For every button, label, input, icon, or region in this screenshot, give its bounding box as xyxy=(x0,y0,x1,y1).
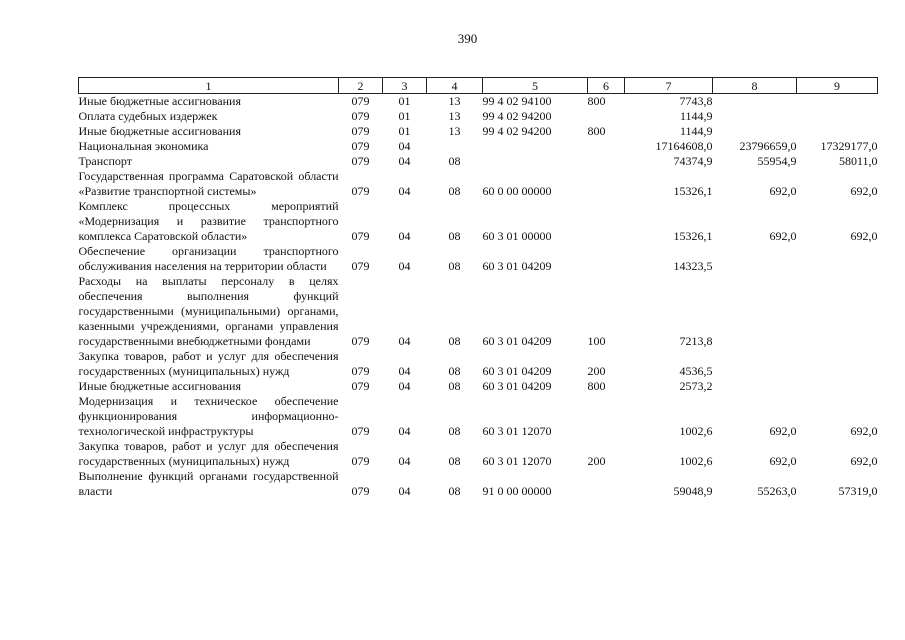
admin-code-cell: 079 xyxy=(351,454,370,468)
admin-code-cell: 079 xyxy=(351,364,370,378)
amount-cell: 55954,9 xyxy=(757,154,797,168)
target-article-cell: 60 3 01 04209 xyxy=(482,259,552,273)
amount-cell xyxy=(797,94,878,110)
expense-type-cell: 800 xyxy=(587,94,606,108)
section-cell: 04 xyxy=(398,229,411,243)
amount-cell: 17164608,0 xyxy=(655,139,713,153)
amount-cell xyxy=(713,109,797,124)
target-article-cell xyxy=(483,139,588,154)
expense-type-cell xyxy=(588,169,625,199)
column-header: 2 xyxy=(339,78,383,94)
target-article-cell: 60 3 01 04209 xyxy=(482,379,552,393)
target-article-cell: 91 0 00 00000 xyxy=(482,484,552,498)
amount-cell: 1002,6 xyxy=(679,454,713,468)
expense-type-cell xyxy=(588,139,625,154)
amount-cell: 692,0 xyxy=(850,424,878,438)
target-article-cell: 60 3 01 12070 xyxy=(482,424,552,438)
admin-code-cell: 079 xyxy=(351,334,370,348)
amount-cell: 15326,1 xyxy=(673,184,713,198)
subsection-cell: 13 xyxy=(448,94,461,108)
admin-code-cell: 079 xyxy=(351,139,370,153)
table-row xyxy=(79,94,878,110)
table-row xyxy=(79,154,878,169)
subsection-cell: 08 xyxy=(448,424,461,438)
row-name-cell: Оплата судебных издержек xyxy=(78,109,218,123)
column-header: 5 xyxy=(483,78,588,94)
row-name-cell: Иные бюджетные ассигнования xyxy=(78,379,241,393)
expense-type-cell: 800 xyxy=(587,124,606,138)
amount-cell: 17329177,0 xyxy=(820,139,878,153)
admin-code-cell: 079 xyxy=(351,484,370,498)
target-article-cell xyxy=(483,154,588,169)
section-cell: 04 xyxy=(398,259,411,273)
row-name-cell: Расходы на выплаты персоналу в целях обеспечения выполнения функций государственными (муниципальными) органами, казенными учреждениями, органами управления государственными внебюджетными фондами xyxy=(78,274,339,348)
target-article-cell: 60 3 01 12070 xyxy=(482,454,552,468)
table-row xyxy=(79,124,878,139)
amount-cell xyxy=(797,349,878,379)
table-row xyxy=(79,139,878,154)
row-name-cell: Выполнение функций органами государственной власти xyxy=(78,469,339,498)
table-row xyxy=(79,244,878,274)
section-cell: 04 xyxy=(398,154,411,168)
amount-cell xyxy=(797,109,878,124)
table-row xyxy=(79,169,878,199)
amount-cell: 692,0 xyxy=(769,229,797,243)
amount-cell xyxy=(713,379,797,394)
amount-cell xyxy=(797,274,878,349)
admin-code-cell: 079 xyxy=(351,124,370,138)
amount-cell: 74374,9 xyxy=(673,154,713,168)
amount-cell: 692,0 xyxy=(769,184,797,198)
section-cell: 01 xyxy=(398,94,411,108)
amount-cell: 692,0 xyxy=(769,454,797,468)
section-cell: 04 xyxy=(398,379,411,393)
subsection-cell: 08 xyxy=(448,454,461,468)
amount-cell: 692,0 xyxy=(850,229,878,243)
amount-cell xyxy=(797,244,878,274)
subsection-cell: 13 xyxy=(448,109,461,123)
amount-cell: 1144,9 xyxy=(679,109,713,123)
row-name-cell: Закупка товаров, работ и услуг для обеспечения государственных (муниципальных) нужд xyxy=(78,349,339,378)
table-row xyxy=(79,274,878,349)
amount-cell xyxy=(713,124,797,139)
amount-cell xyxy=(713,94,797,110)
section-cell: 04 xyxy=(398,484,411,498)
admin-code-cell: 079 xyxy=(351,229,370,243)
budget-table xyxy=(78,77,878,499)
admin-code-cell: 079 xyxy=(351,109,370,123)
expense-type-cell: 200 xyxy=(587,454,606,468)
amount-cell: 692,0 xyxy=(850,184,878,198)
amount-cell: 692,0 xyxy=(769,424,797,438)
subsection-cell: 08 xyxy=(448,334,461,348)
row-name-cell: Иные бюджетные ассигнования xyxy=(78,94,241,108)
amount-cell: 7743,8 xyxy=(679,94,713,108)
target-article-cell: 60 0 00 00000 xyxy=(482,184,552,198)
target-article-cell: 99 4 02 94200 xyxy=(482,124,552,138)
subsection-cell: 08 xyxy=(448,259,461,273)
table-row xyxy=(79,109,878,124)
expense-type-cell: 100 xyxy=(587,334,606,348)
table-row xyxy=(79,349,878,379)
page-number: 390 xyxy=(457,31,478,46)
section-cell: 04 xyxy=(398,424,411,438)
amount-cell xyxy=(797,124,878,139)
amount-cell: 2573,2 xyxy=(679,379,713,393)
row-name-cell: Транспорт xyxy=(78,154,132,168)
subsection-cell: 08 xyxy=(448,484,461,498)
row-name-cell: Национальная экономика xyxy=(78,139,209,153)
subsection-cell: 08 xyxy=(448,229,461,243)
expense-type-cell xyxy=(588,199,625,244)
column-header: 7 xyxy=(625,78,713,94)
subsection-cell: 13 xyxy=(448,124,461,138)
amount-cell: 7213,8 xyxy=(679,334,713,348)
target-article-cell: 99 4 02 94100 xyxy=(482,94,552,108)
row-name-cell: Государственная программа Саратовской области «Развитие транспортной системы» xyxy=(78,169,339,198)
subsection-cell: 08 xyxy=(448,379,461,393)
admin-code-cell: 079 xyxy=(351,424,370,438)
table-header-row xyxy=(79,78,878,94)
amount-cell: 55263,0 xyxy=(757,484,797,498)
target-article-cell: 60 3 01 04209 xyxy=(482,334,552,348)
expense-type-cell: 800 xyxy=(587,379,606,393)
column-header: 4 xyxy=(427,78,483,94)
section-cell: 04 xyxy=(398,184,411,198)
amount-cell: 1002,6 xyxy=(679,424,713,438)
admin-code-cell: 079 xyxy=(351,184,370,198)
row-name-cell: Обеспечение организации транспортного обслуживания населения на территории области xyxy=(78,244,339,273)
column-header: 9 xyxy=(797,78,878,94)
amount-cell: 1144,9 xyxy=(679,124,713,138)
target-article-cell: 99 4 02 94200 xyxy=(482,109,552,123)
expense-type-cell xyxy=(588,154,625,169)
expense-type-cell xyxy=(588,244,625,274)
amount-cell: 4536,5 xyxy=(679,364,713,378)
admin-code-cell: 079 xyxy=(351,379,370,393)
column-header: 6 xyxy=(588,78,625,94)
amount-cell: 59048,9 xyxy=(673,484,713,498)
section-cell: 04 xyxy=(398,334,411,348)
expense-type-cell xyxy=(588,109,625,124)
subsection-cell: 08 xyxy=(448,364,461,378)
amount-cell: 14323,5 xyxy=(673,259,713,273)
admin-code-cell: 079 xyxy=(351,94,370,108)
subsection-cell: 08 xyxy=(448,184,461,198)
table-row xyxy=(79,379,878,394)
target-article-cell: 60 3 01 04209 xyxy=(482,364,552,378)
subsection-cell: 08 xyxy=(448,154,461,168)
section-cell: 04 xyxy=(398,454,411,468)
amount-cell: 692,0 xyxy=(850,454,878,468)
admin-code-cell: 079 xyxy=(351,259,370,273)
column-header: 8 xyxy=(713,78,797,94)
column-header: 1 xyxy=(79,78,339,94)
section-cell: 01 xyxy=(398,124,411,138)
amount-cell xyxy=(713,274,797,349)
table-row xyxy=(79,469,878,499)
section-cell: 01 xyxy=(398,109,411,123)
amount-cell: 57319,0 xyxy=(838,484,878,498)
expense-type-cell xyxy=(588,469,625,499)
amount-cell: 23796659,0 xyxy=(739,139,797,153)
amount-cell: 58011,0 xyxy=(838,154,878,168)
subsection-cell xyxy=(427,139,483,154)
admin-code-cell: 079 xyxy=(351,154,370,168)
amount-cell xyxy=(797,379,878,394)
target-article-cell: 60 3 01 00000 xyxy=(482,229,552,243)
expense-type-cell: 200 xyxy=(587,364,606,378)
row-name-cell: Модернизация и техническое обеспечение функционирования информационно-технологической инфраструктуры xyxy=(78,394,339,438)
table-row xyxy=(79,199,878,244)
table-row xyxy=(79,439,878,469)
column-header: 3 xyxy=(383,78,427,94)
amount-cell xyxy=(713,244,797,274)
row-name-cell: Закупка товаров, работ и услуг для обеспечения государственных (муниципальных) нужд xyxy=(78,439,339,468)
section-cell: 04 xyxy=(398,364,411,378)
expense-type-cell xyxy=(588,394,625,439)
table-row xyxy=(79,394,878,439)
row-name-cell: Иные бюджетные ассигнования xyxy=(78,124,241,138)
section-cell: 04 xyxy=(398,139,411,153)
amount-cell: 15326,1 xyxy=(673,229,713,243)
amount-cell xyxy=(713,349,797,379)
row-name-cell: Комплекс процессных мероприятий «Модернизация и развитие транспортного комплекса Саратовской области» xyxy=(78,199,339,243)
